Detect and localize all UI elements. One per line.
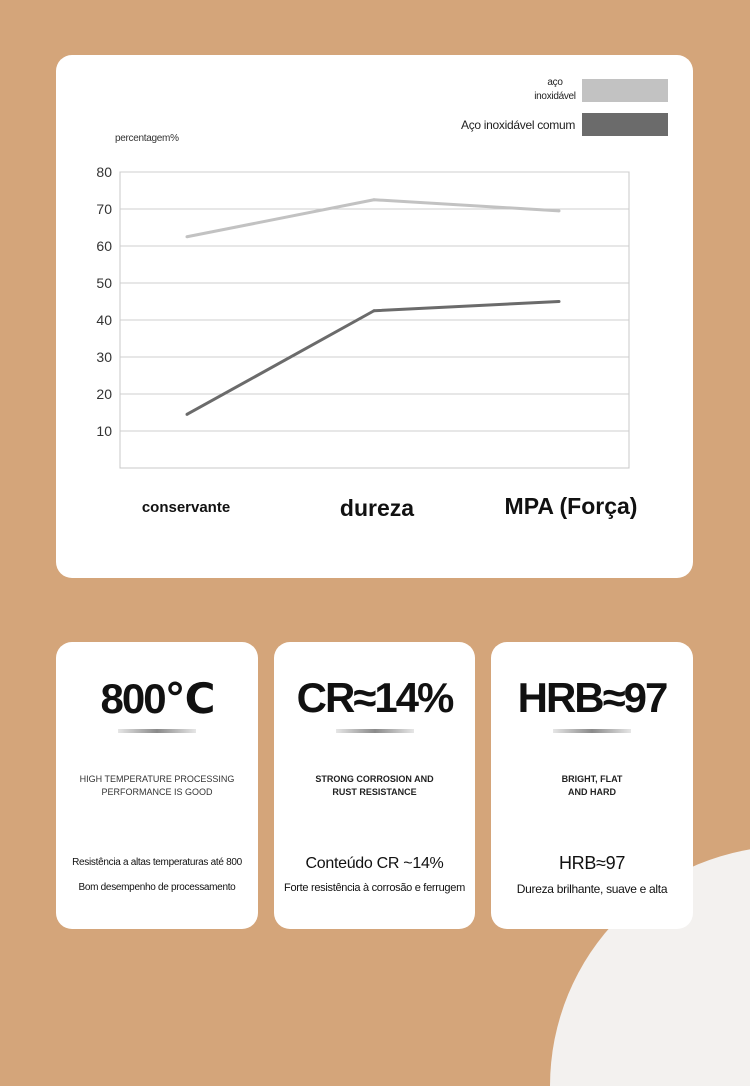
feature-pt-line1: HRB≈97 [558, 853, 626, 873]
feature-english-line1: HIGH TEMPERATURE PROCESSING [79, 774, 235, 784]
feature-english-line2: RUST RESISTANCE [332, 787, 417, 797]
feature-english [66, 773, 248, 799]
series-line-1 [187, 302, 559, 415]
data-point-0-1 [373, 198, 376, 201]
x-tick-label-conservante: conservante [141, 499, 231, 516]
feature-english [501, 773, 683, 799]
legend-label-stainless-line2: inoxidável [534, 91, 576, 102]
data-point-1-2 [558, 300, 561, 303]
data-point-1-1 [373, 309, 376, 312]
y-tick-label-30: 30 [96, 349, 112, 365]
y-axis-label: percentagem% [115, 133, 179, 144]
feature-english-line2: PERFORMANCE IS GOOD [101, 787, 213, 797]
data-point-1-0 [186, 413, 189, 416]
feature-pt-line2: Forte resistência à corrosão e ferrugem [284, 882, 465, 894]
feature-value: 800℃ [100, 675, 214, 722]
feature-card-hardness [491, 642, 693, 929]
data-point-0-0 [186, 235, 189, 238]
x-tick-label-mpa: MPA (Força) [504, 493, 638, 519]
feature-english-line1: STRONG CORROSION AND [315, 774, 434, 784]
feature-card-chromium [274, 642, 475, 929]
y-tick-label-80: 80 [96, 164, 112, 180]
feature-english-line1: BRIGHT, FLAT [561, 774, 623, 784]
series-line-0 [187, 200, 559, 237]
feature-pt-line1: Conteúdo CR ~14% [305, 855, 444, 872]
y-tick-label-20: 20 [96, 386, 112, 402]
legend-label-common: Aço inoxidável comum [461, 118, 576, 132]
y-tick-label-40: 40 [96, 312, 112, 328]
y-tick-label-10: 10 [96, 423, 112, 439]
feature-english [284, 773, 465, 799]
divider-bar [118, 729, 196, 733]
y-tick-label-50: 50 [96, 275, 112, 291]
legend-label-stainless-line1: aço [547, 77, 563, 88]
feature-pt-line1: Resistência a altas temperaturas até 800 [72, 857, 242, 868]
feature-card-temperature [56, 642, 258, 929]
feature-value: HRB≈97 [517, 674, 667, 721]
y-tick-label-60: 60 [96, 238, 112, 254]
data-point-0-2 [558, 209, 561, 212]
y-tick-label-70: 70 [96, 201, 112, 217]
feature-pt-line2: Bom desempenho de processamento [78, 882, 236, 893]
divider-bar [336, 729, 414, 733]
divider-bar [553, 729, 631, 733]
chart-card [56, 55, 693, 578]
feature-pt-line2: Dureza brilhante, suave e alta [516, 882, 668, 896]
feature-english-line2: AND HARD [568, 787, 616, 797]
x-tick-label-dureza: dureza [339, 495, 415, 521]
feature-value: CR≈14% [296, 674, 453, 721]
